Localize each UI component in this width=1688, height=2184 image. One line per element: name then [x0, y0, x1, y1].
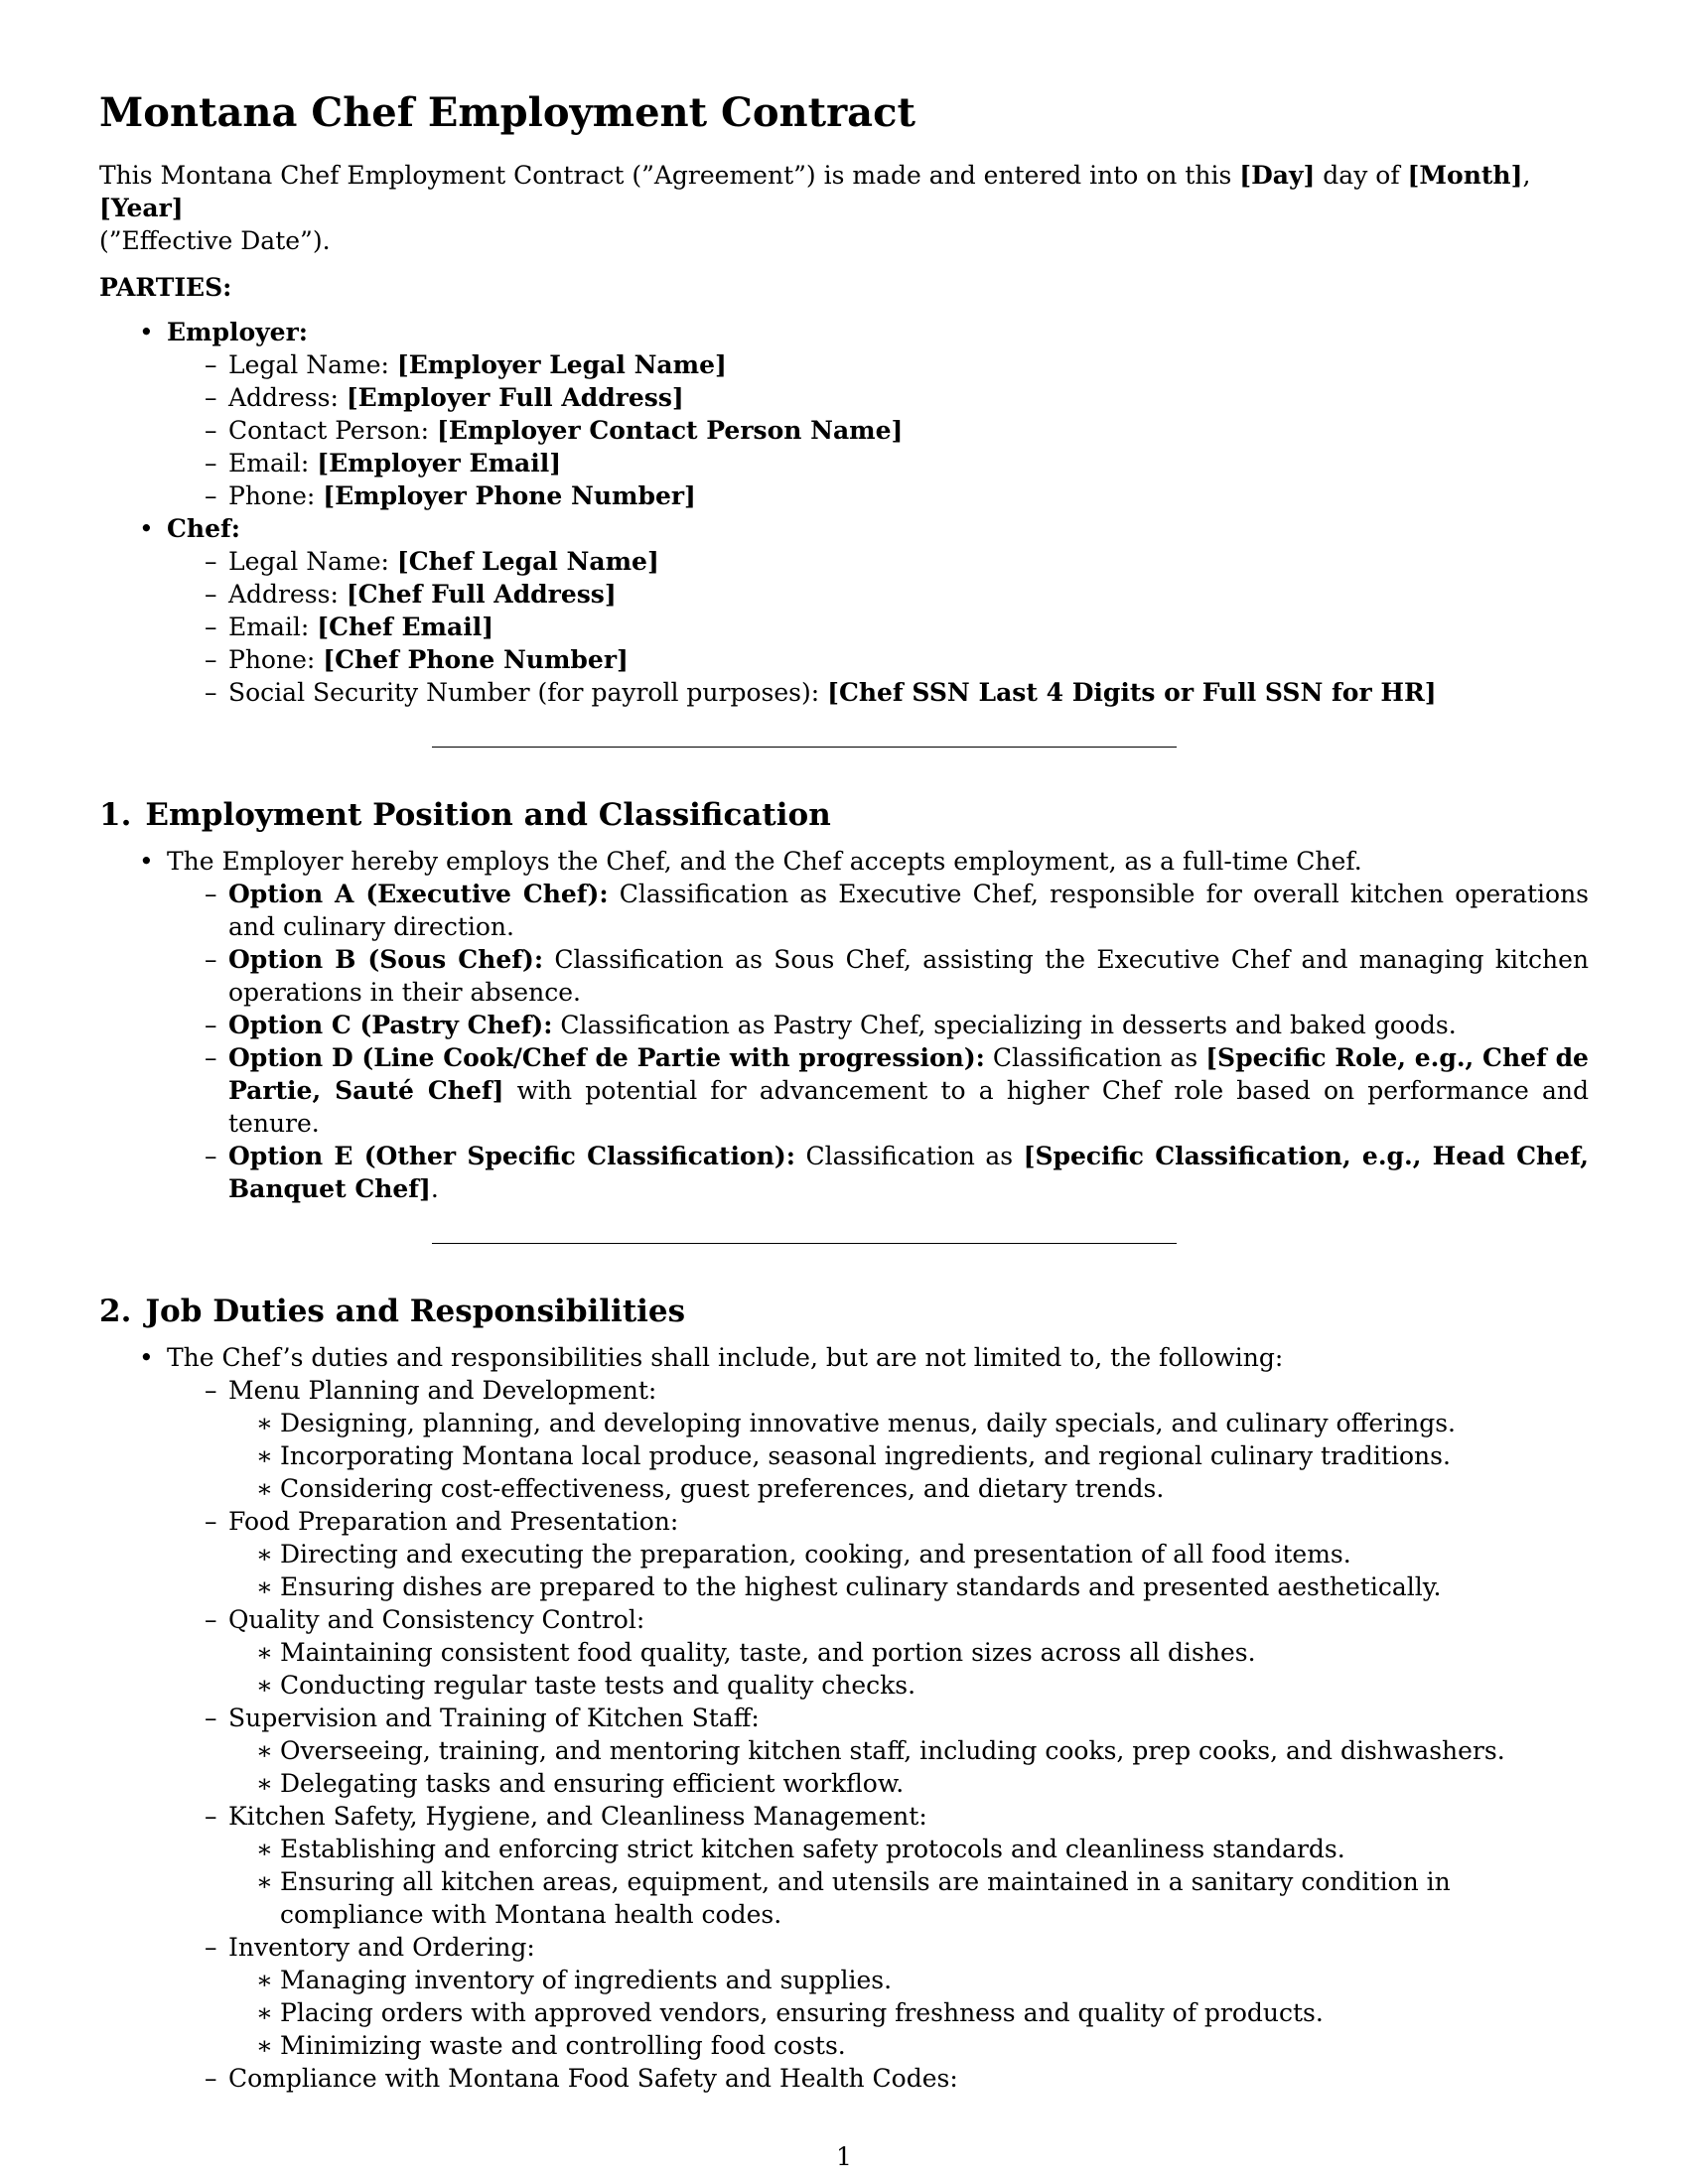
field-item: [167, 643, 1589, 676]
party-chef: [99, 512, 1589, 709]
duty-item: ∗ Maintaining consistent food quality, taste, and portion sizes across all dishes.: [228, 1636, 1589, 1669]
section2-list: [99, 1341, 1589, 2095]
duty-group-heading: Inventory and Ordering:: [228, 1933, 535, 1962]
field-item: [167, 611, 1589, 643]
duty-items: [228, 1538, 1589, 1603]
field-placeholder: [Employer Legal Name]: [396, 350, 727, 379]
field-placeholder: [Chef SSN Last 4 Digits or Full SSN for HR]: [827, 678, 1437, 707]
field-item: [167, 381, 1589, 414]
month-placeholder: [Month]: [1407, 161, 1523, 190]
field-item: [167, 545, 1589, 578]
section2-lead: [99, 1341, 1589, 2095]
field-item: [167, 676, 1589, 709]
field-label: Phone:: [228, 645, 324, 674]
duty-group: [167, 1702, 1589, 1800]
option-item: [167, 1009, 1589, 1041]
option-item: [167, 943, 1589, 1009]
chef-fields: [167, 545, 1589, 709]
option-text: Classification as Executive Chef, responsible for overall kitchen operations and culinary direction.: [228, 880, 1589, 941]
duty-group: [167, 1603, 1589, 1702]
field-item: [167, 414, 1589, 447]
option-label: Option C (Pastry Chef):: [228, 1011, 553, 1039]
duty-group: [167, 1505, 1589, 1603]
duty-items: [228, 1833, 1589, 1931]
field-placeholder: [Chef Email]: [317, 613, 494, 641]
duty-item: ∗ Directing and executing the preparation, cooking, and presentation of all food items.: [228, 1538, 1589, 1570]
option-label: Option D (Line Cook/Chef de Partie with progression):: [228, 1043, 985, 1072]
field-item: [167, 447, 1589, 479]
field-placeholder: [Chef Legal Name]: [396, 547, 659, 576]
option-item: [167, 1140, 1589, 1205]
duty-group-heading: Quality and Consistency Control:: [228, 1605, 645, 1634]
field-label: Phone:: [228, 481, 324, 510]
duty-item: ∗ Managing inventory of ingredients and supplies.: [228, 1964, 1589, 1996]
option-label: Option B (Sous Chef):: [228, 945, 544, 974]
field-label: Social Security Number (for payroll purposes):: [228, 678, 828, 707]
duty-group: [167, 1800, 1589, 1931]
section-heading: [99, 795, 1589, 835]
duty-item: ∗ Ensuring all kitchen areas, equipment, and utensils are maintained in a sanitary condition in compliance with Montana health codes.: [228, 1865, 1589, 1931]
duty-group-heading: Kitchen Safety, Hygiene, and Cleanliness Management:: [228, 1802, 927, 1831]
option-label: Option A (Executive Chef):: [228, 880, 609, 908]
duty-item: ∗ Ensuring dishes are prepared to the highest culinary standards and presented aesthetically.: [228, 1570, 1589, 1603]
duty-group-heading: Food Preparation and Presentation:: [228, 1507, 679, 1536]
classification-options: [167, 878, 1589, 1205]
lead-text: The Chef’s duties and responsibilities shall include, but are not limited to, the following:: [167, 1343, 1284, 1372]
party-employer: [99, 316, 1589, 512]
field-label: Email:: [228, 449, 318, 478]
year-placeholder: [Year]: [99, 194, 184, 222]
document-page: [99, 89, 1589, 2095]
option-placeholder: [Specific Classification, e.g., Head Chef, Banquet Chef]: [228, 1142, 1589, 1203]
section-divider: [432, 747, 1177, 748]
option-label: Option E (Other Specific Classification):: [228, 1142, 795, 1170]
intro-paragraph: [99, 159, 1589, 257]
section-title: Employment Position and Classification: [145, 797, 831, 833]
party-label: Employer:: [167, 318, 308, 346]
duty-groups: [167, 1374, 1589, 2095]
duty-group: [167, 1374, 1589, 1505]
field-item: [167, 348, 1589, 381]
section1-lead: [99, 845, 1589, 1205]
field-label: Address:: [228, 383, 347, 412]
employer-fields: [167, 348, 1589, 512]
duty-item: ∗ Designing, planning, and developing innovative menus, daily specials, and culinary offerings.: [228, 1407, 1589, 1439]
section-heading: [99, 1292, 1589, 1331]
intro-text: day of: [1315, 161, 1408, 190]
parties-list: [99, 316, 1589, 709]
option-item: [167, 1041, 1589, 1140]
field-label: Legal Name:: [228, 350, 397, 379]
option-text: Classification as Pastry Chef, specializing in desserts and baked goods.: [552, 1011, 1457, 1039]
field-placeholder: [Employer Email]: [317, 449, 562, 478]
duty-item: ∗ Incorporating Montana local produce, seasonal ingredients, and regional culinary traditions.: [228, 1439, 1589, 1472]
intro-text: ,: [1522, 161, 1531, 190]
option-text: .: [430, 1174, 439, 1203]
field-label: Contact Person:: [228, 416, 438, 445]
option-text: with potential for advancement to a higher Chef role based on performance and tenure.: [228, 1076, 1589, 1138]
duty-group-heading: Supervision and Training of Kitchen Staff:: [228, 1704, 760, 1732]
option-placeholder: [Specific Role, e.g., Chef de Partie, Sauté Chef]: [228, 1043, 1589, 1105]
section-title: Job Duties and Responsibilities: [145, 1294, 686, 1329]
field-label: Email:: [228, 613, 318, 641]
duty-items: [228, 1407, 1589, 1505]
duty-items: [228, 1636, 1589, 1702]
field-placeholder: [Employer Contact Person Name]: [437, 416, 904, 445]
duty-item: ∗ Delegating tasks and ensuring efficient workflow.: [228, 1767, 1589, 1800]
duty-items: [228, 1964, 1589, 2062]
field-label: Address:: [228, 580, 347, 609]
field-placeholder: [Chef Full Address]: [346, 580, 617, 609]
duty-group: [167, 1931, 1589, 2062]
field-placeholder: [Employer Full Address]: [346, 383, 684, 412]
option-item: [167, 878, 1589, 943]
duty-group: [167, 2062, 1589, 2095]
field-item: [167, 479, 1589, 512]
section-number: 1.: [99, 797, 132, 833]
duty-group-heading: Menu Planning and Development:: [228, 1376, 657, 1405]
section1-list: [99, 845, 1589, 1205]
duty-item: ∗ Establishing and enforcing strict kitchen safety protocols and cleanliness standards.: [228, 1833, 1589, 1865]
option-text: Classification as: [984, 1043, 1206, 1072]
field-placeholder: [Chef Phone Number]: [323, 645, 629, 674]
intro-text: This Montana Chef Employment Contract (”Agreement”) is made and entered into on this: [99, 161, 1240, 190]
parties-heading: PARTIES:: [99, 273, 232, 302]
duty-item: ∗ Considering cost-effectiveness, guest preferences, and dietary trends.: [228, 1472, 1589, 1505]
document-title: Montana Chef Employment Contract: [99, 89, 915, 136]
section-divider: [432, 1243, 1177, 1244]
section-number: 2.: [99, 1294, 132, 1329]
field-placeholder: [Employer Phone Number]: [323, 481, 696, 510]
option-text: Classification as: [794, 1142, 1024, 1170]
lead-text: The Employer hereby employs the Chef, and the Chef accepts employment, as a full-time Chef.: [167, 847, 1362, 876]
day-placeholder: [Day]: [1239, 161, 1316, 190]
field-item: [167, 578, 1589, 611]
intro-text: (”Effective Date”).: [99, 226, 331, 255]
duty-item: ∗ Minimizing waste and controlling food costs.: [228, 2029, 1589, 2062]
duty-item: ∗ Placing orders with approved vendors, ensuring freshness and quality of products.: [228, 1996, 1589, 2029]
duty-item: ∗ Overseeing, training, and mentoring kitchen staff, including cooks, prep cooks, and dishwashers.: [228, 1734, 1589, 1767]
duty-item: ∗ Conducting regular taste tests and quality checks.: [228, 1669, 1589, 1702]
page-number: 1: [836, 2142, 852, 2171]
duty-group-heading: Compliance with Montana Food Safety and Health Codes:: [228, 2064, 958, 2093]
duty-items: [228, 1734, 1589, 1800]
party-label: Chef:: [167, 514, 240, 543]
option-text: Classification as Sous Chef, assisting the Executive Chef and managing kitchen operations in their absence.: [228, 945, 1590, 1007]
field-label: Legal Name:: [228, 547, 397, 576]
